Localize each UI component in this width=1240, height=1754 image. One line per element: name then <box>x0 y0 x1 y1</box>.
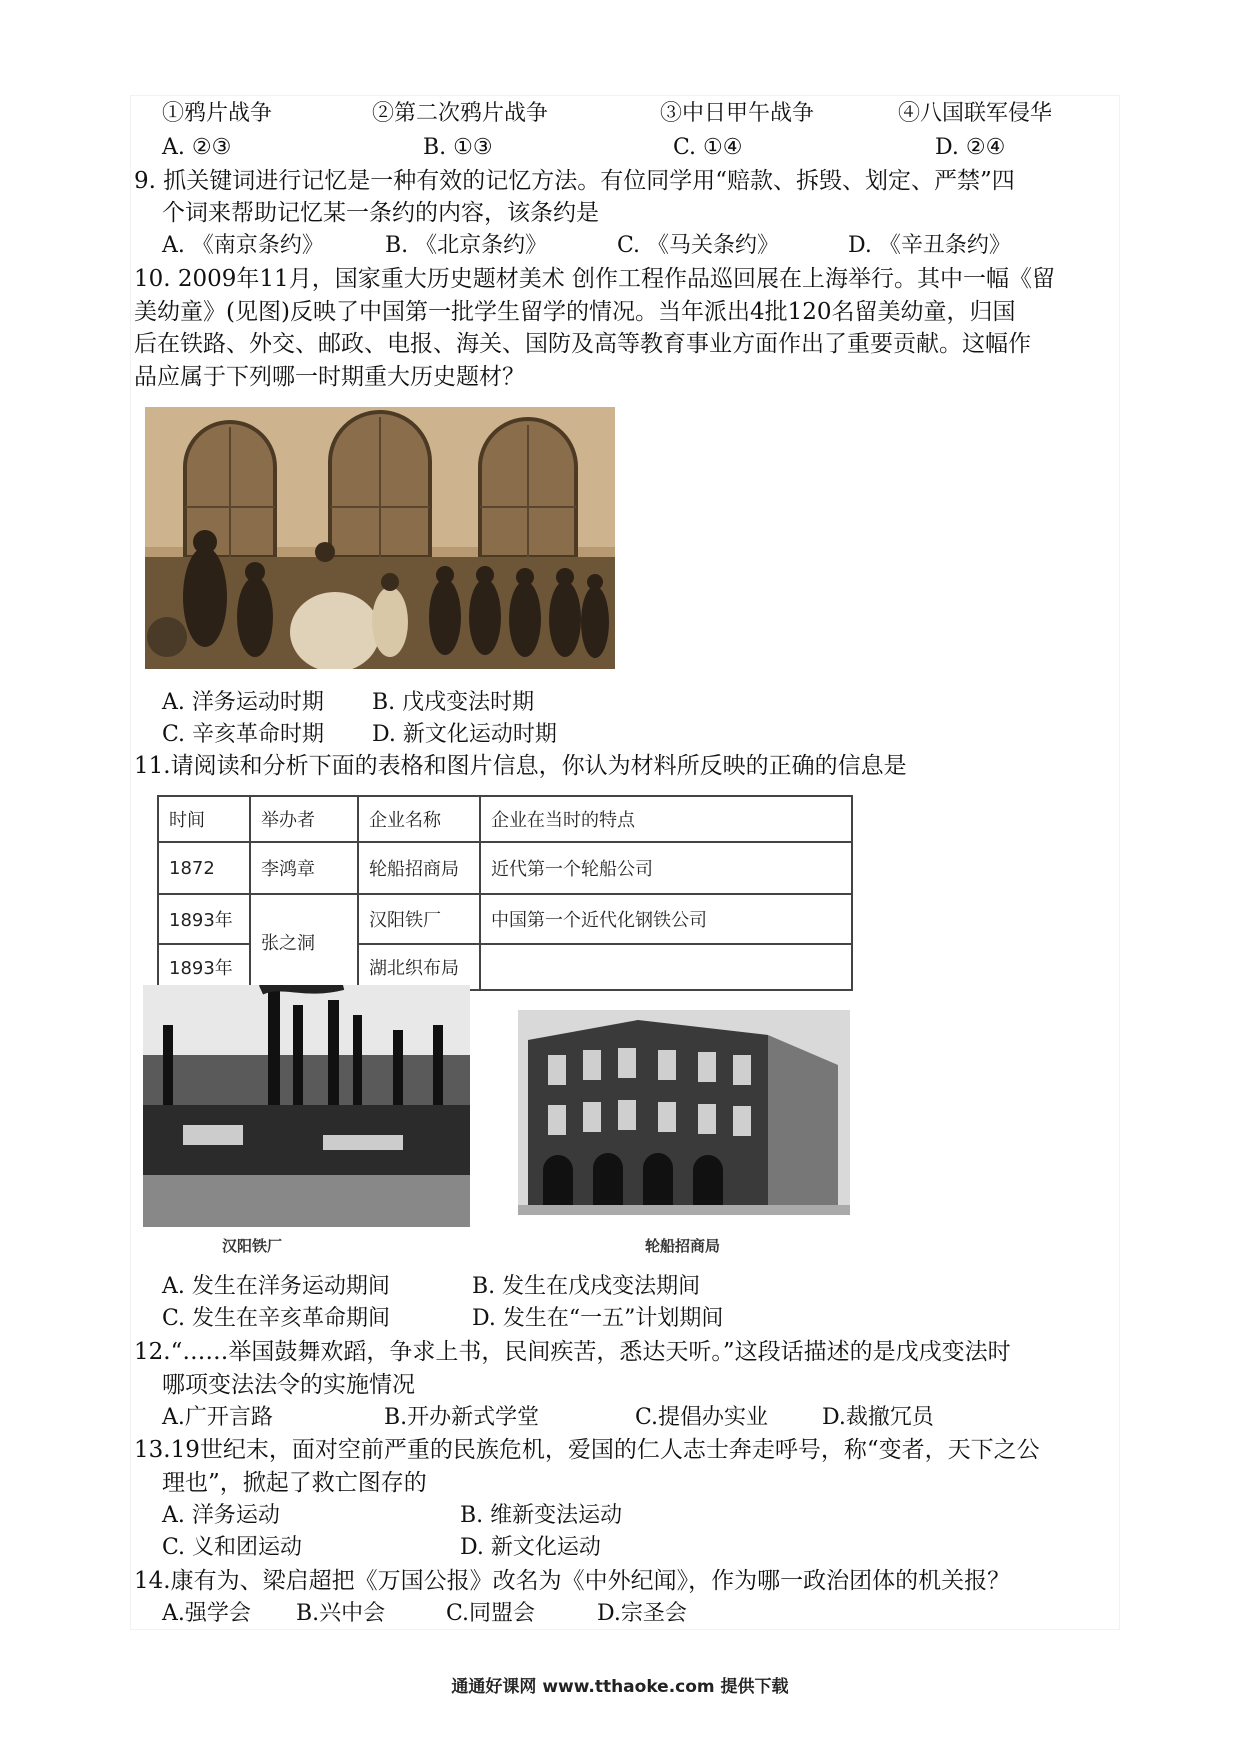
table-row <box>158 842 852 894</box>
q12-option-d: D.裁撤冗员 <box>822 1405 934 1430</box>
q10-text-4: 品应属于下列哪一时期重大历史题材？ <box>134 364 525 390</box>
q14-option-a: A.强学会 <box>162 1601 251 1626</box>
table-header-row <box>158 796 852 842</box>
table-cell: 近代第一个轮船公司 <box>480 842 852 894</box>
table-cell <box>480 944 852 990</box>
table-header: 企业在当时的特点 <box>480 796 852 842</box>
event-1: ①鸦片战争 <box>162 101 273 126</box>
q11-option-b: B. 发生在戊戌变法期间 <box>472 1274 701 1299</box>
table-cell: 李鸿章 <box>250 842 358 894</box>
caption-zhaoshangju: 轮船招商局 <box>645 1237 721 1255</box>
q13-option-b: B. 维新变法运动 <box>460 1503 623 1528</box>
table-header: 举办者 <box>250 796 358 842</box>
q10-option-c: C. 辛亥革命时期 <box>162 722 325 747</box>
q11-text: 11.请阅读和分析下面的表格和图片信息，你认为材料所反映的正确的信息是 <box>134 753 907 779</box>
q14-option-b: B.兴中会 <box>296 1601 386 1626</box>
enterprise-table <box>157 795 853 991</box>
table-cell: 张之洞 <box>250 894 358 990</box>
q10-text-2: 美幼童》(见图)反映了中国第一批学生留学的情况。当年派出4批120名留美幼童，归国 <box>134 299 1016 325</box>
table-header: 企业名称 <box>358 796 480 842</box>
q13-option-c: C. 义和团运动 <box>162 1535 303 1560</box>
q10-option-d: D. 新文化运动时期 <box>372 722 557 747</box>
q12-option-a: A.广开言路 <box>162 1405 273 1430</box>
q12-text-1: 12.“……举国鼓舞欢蹈，争求上书，民间疾苦，悉达天听。”这段话描述的是戊戌变法时 <box>134 1339 1011 1365</box>
table-cell: 1872 <box>158 842 250 894</box>
q10-option-a: A. 洋务运动时期 <box>162 690 324 715</box>
option-d: D. ②④ <box>935 135 1006 160</box>
q9-option-b: B. 《北京条约》 <box>385 233 548 258</box>
q13-text-2: 理也”，掀起了救亡图存的 <box>162 1470 427 1496</box>
q11-option-d: D. 发生在“一五”计划期间 <box>472 1306 724 1331</box>
table-row <box>158 894 852 944</box>
q10-text-3: 后在铁路、外交、邮政、电报、海关、国防及高等教育事业方面作出了重要贡献。这幅作 <box>134 331 1031 357</box>
lunchuan-zhaoshangju-photo <box>518 1010 850 1215</box>
option-a: A. ②③ <box>162 135 232 160</box>
q14-text: 14.康有为、梁启超把《万国公报》改名为《中外纪闻》，作为哪一政治团体的机关报？ <box>134 1568 1011 1594</box>
q13-option-a: A. 洋务运动 <box>162 1503 280 1528</box>
q13-option-d: D. 新文化运动 <box>460 1535 601 1560</box>
q11-option-c: C. 发生在辛亥革命期间 <box>162 1306 391 1331</box>
q14-option-c: C.同盟会 <box>446 1601 536 1626</box>
q14-option-d: D.宗圣会 <box>597 1601 687 1626</box>
q9-option-a: A. 《南京条约》 <box>162 233 324 258</box>
q9-text-2: 个词来帮助记忆某一条约的内容，该条约是 <box>162 200 599 226</box>
q12-option-b: B.开办新式学堂 <box>384 1405 540 1430</box>
table-cell: 湖北织布局 <box>358 944 480 990</box>
option-b: B. ①③ <box>423 135 493 160</box>
q11-option-a: A. 发生在洋务运动期间 <box>162 1274 390 1299</box>
table-cell: 1893年 <box>158 894 250 944</box>
event-3: ③中日甲午战争 <box>660 101 815 126</box>
hanyang-ironworks-photo <box>143 985 470 1227</box>
caption-hanyang: 汉阳铁厂 <box>222 1237 283 1255</box>
q9-option-d: D. 《辛丑条约》 <box>848 233 1011 258</box>
table-cell: 1893年 <box>158 944 250 990</box>
table-cell: 中国第一个近代化钢铁公司 <box>480 894 852 944</box>
footer-source: 通通好课网 www.tthaoke.com 提供下载 <box>451 1677 789 1697</box>
option-c: C. ①④ <box>673 135 743 160</box>
event-4: ④八国联军侵华 <box>898 101 1053 126</box>
q12-option-c: C.提倡办实业 <box>635 1405 769 1430</box>
q12-text-2: 哪项变法法令的实施情况 <box>162 1372 415 1398</box>
liumei-youtong-painting <box>145 407 615 669</box>
q10-text-1: 10. 2009年11月，国家重大历史题材美术 创作工程作品巡回展在上海举行。其中一幅《留 <box>134 266 1055 292</box>
table-cell: 轮船招商局 <box>358 842 480 894</box>
table-cell: 汉阳铁厂 <box>358 894 480 944</box>
table-header: 时间 <box>158 796 250 842</box>
q10-option-b: B. 戊戌变法时期 <box>372 690 535 715</box>
q9-option-c: C. 《马关条约》 <box>617 233 780 258</box>
q9-text-1: 9. 抓关键词进行记忆是一种有效的记忆方法。有位同学用“赔款、拆毁、划定、严禁”四 <box>134 168 1015 194</box>
event-2: ②第二次鸦片战争 <box>372 101 549 126</box>
q13-text-1: 13.19世纪末，面对空前严重的民族危机，爱国的仁人志士奔走呼号，称“变者，天下之公 <box>134 1437 1040 1463</box>
